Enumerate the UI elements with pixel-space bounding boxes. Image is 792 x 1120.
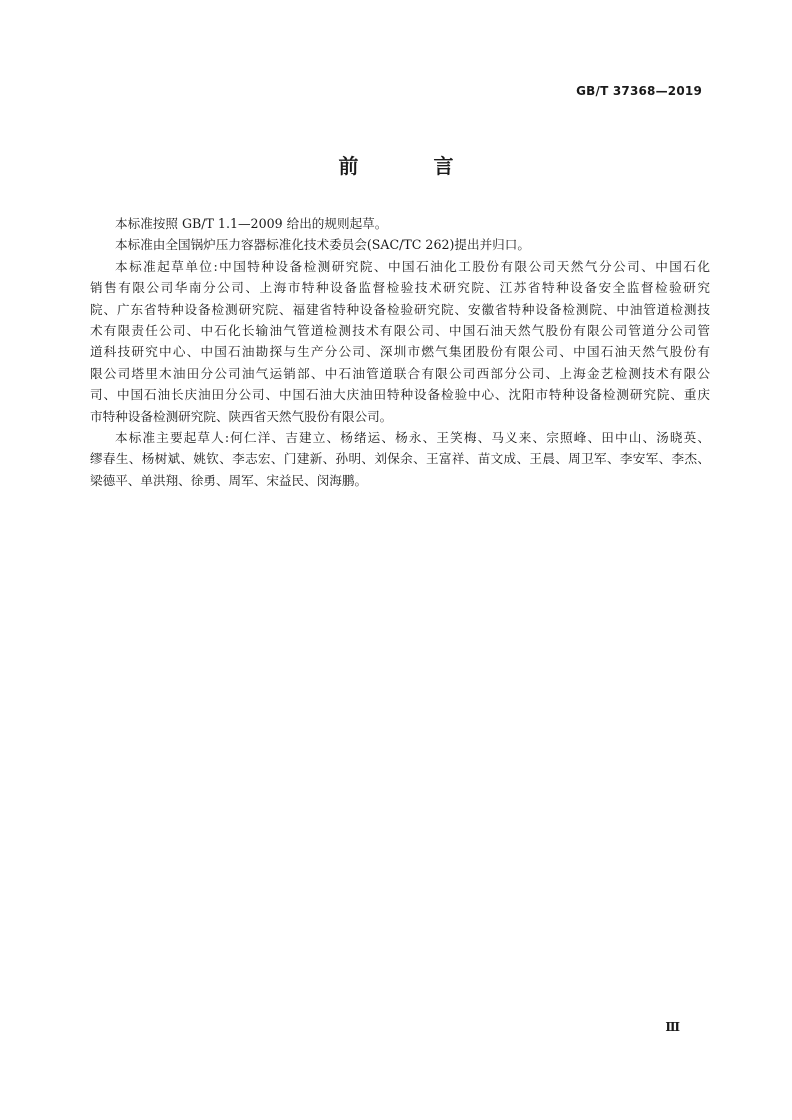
page-title: 前 言: [338, 154, 488, 178]
text-line: 缪春生、杨树斌、姚钦、李志宏、门建新、孙明、刘保余、王富祥、苗文成、王晨、周卫军、李安军、李杰、: [90, 451, 710, 467]
paragraph-drafters: [90, 427, 710, 491]
text-line: 市特种设备检测研究院、陕西省天然气股份有限公司。: [90, 408, 393, 424]
text-line: 梁德平、单洪翔、徐勇、周军、宋益民、闵海鹏。: [90, 472, 368, 488]
paragraph-drafting-units: [90, 256, 710, 427]
text-line: 司、中国石油长庆油田分公司、中国石油大庆油田特种设备检验中心、沈阳市特种设备检测研究院、重庆: [90, 387, 710, 403]
standard-code: GB/T 37368—2019: [576, 84, 702, 98]
text-line: 本标准主要起草人:何仁洋、吉建立、杨绪运、杨永、王笑梅、马义来、宗照峰、田中山、汤晓英、: [115, 430, 710, 446]
text-line: 本标准起草单位:中国特种设备检测研究院、中国石油化工股份有限公司天然气分公司、中国石化: [115, 258, 710, 274]
text-line: 道科技研究中心、中国石油勘探与生产分公司、深圳市燃气集团股份有限公司、中国石油天然气股份有: [90, 344, 710, 360]
text-line: 术有限责任公司、中石化长输油气管道检测技术有限公司、中国石油天然气股份有限公司管道分公司管: [90, 323, 710, 339]
foreword-body: [90, 213, 710, 491]
text-line: 院、广东省特种设备检测研究院、福建省特种设备检验研究院、安徽省特种设备检测院、中油管道检测技: [90, 301, 710, 317]
paragraph-proposer: [90, 234, 710, 255]
page-number: Ⅲ: [665, 1020, 680, 1034]
text-line: 本标准由全国锅炉压力容器标准化技术委员会(SAC/TC 262)提出并归口。: [115, 237, 530, 253]
text-line: 本标准按照 GB/T 1.1—2009 给出的规则起草。: [115, 216, 388, 231]
text-line: 销售有限公司华南分公司、上海市特种设备监督检验技术研究院、江苏省特种设备安全监督检验研究: [90, 280, 710, 296]
paragraph-drafting-rules: [90, 213, 710, 234]
text-line: 限公司塔里木油田分公司油气运销部、中石油管道联合有限公司西部分公司、上海金艺检测技术有限公: [90, 365, 710, 381]
